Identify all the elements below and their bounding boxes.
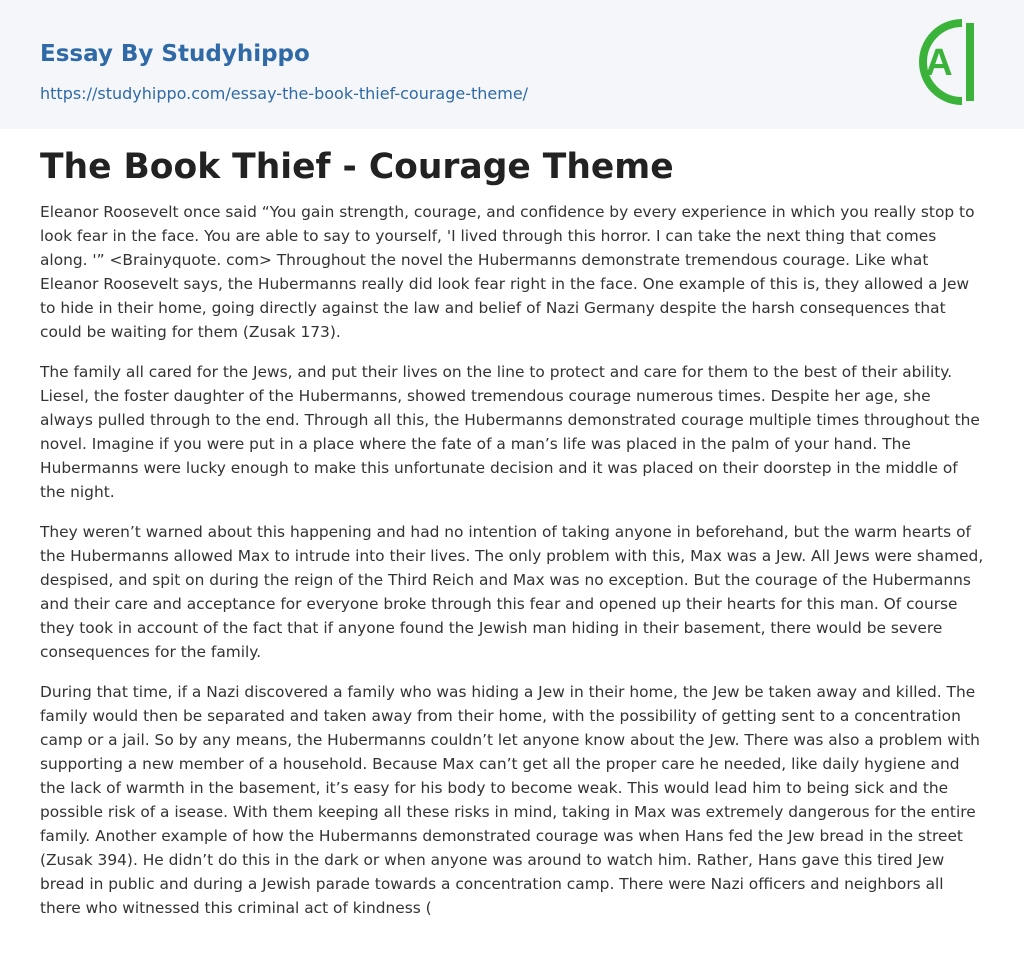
essay-title: The Book Thief - Courage Theme <box>40 147 674 187</box>
site-brand[interactable]: Essay By Studyhippo <box>40 41 310 67</box>
site-header <box>0 0 1024 129</box>
essay-paragraph: The family all cared for the Jews, and put their lives on the line to protect and care for them to the best of their ability. Liesel, the foster daughter of the Hubermanns, showed tremendous courage numerous times. Despite her age, she always pulled through to the end. Through all this, the Hubermanns demonstrated courage multiple times throughout the novel. Imagine if you were put in a place where the fate of a man’s life was placed in the palm of your hand. The Hubermanns were lucky enough to make this unfortunate decision and it was placed on their doorstep in the middle of the night. <box>40 363 980 501</box>
essay-content <box>40 144 984 936</box>
letter-a-circle-logo[interactable] <box>912 19 986 105</box>
logo-letter: A <box>925 42 953 84</box>
essay-paragraph: During that time, if a Nazi discovered a family who was hiding a Jew in their home, the Jew be taken away and killed. The family would then be separated and taken away from their home, with the possibility of getting sent to a concentration camp or a jail. So by any means, the Hubermanns couldn’t let anyone know about the Jew. There was also a problem with supporting a new member of a household. Because Max can’t get all the proper care he needed, like daily hygiene and the lack of warmth in the basement, it’s easy for his body to become weak. This would lead him to being sick and the possible risk of a isease. With them keeping all these risks in mind, taking in Max was extremely dangerous for the entire family. Another example of how the Hubermanns demonstrated courage was when Hans fed the Jew bread in the street (Zusak 394). He didn’t do this in the dark or when anyone was around to watch him. Rather, Hans gave this tired Jew bread in public and during a Jewish parade towards a concentration camp. There were Nazi officers and neighbors all there who witnessed this criminal act of kindness ( <box>40 683 980 917</box>
essay-paragraph: Eleanor Roosevelt once said “You gain strength, courage, and confidence by every experience in which you really stop to look fear in the face. You are able to say to yourself, 'I lived through this horror. I can take the next thing that comes along. '” <Brainyquote. com> Throughout the novel the Hubermanns demonstrate tremendous courage. Like what Eleanor Roosevelt says, the Hubermanns really did look fear right in the face. One example of this is, they allowed a Jew to hide in their home, going directly against the law and belief of Nazi Germany despite the harsh consequences that could be waiting for them (Zusak 173). <box>40 203 975 341</box>
essay-url-link[interactable]: https://studyhippo.com/essay-the-book-thief-courage-theme/ <box>40 84 529 103</box>
essay-paragraph: They weren’t warned about this happening and had no intention of taking anyone in beforehand, but the warm hearts of the Hubermanns allowed Max to intrude into their lives. The only problem with this, Max was a Jew. All Jews were shamed, despised, and spit on during the reign of the Third Reich and Max was no exception. But the courage of the Hubermanns and their care and acceptance for everyone broke through this fear and opened up their hearts for this man. Of course they took in account of the fact that if anyone found the Jewish man hiding in their basement, there would be severe consequences for the family. <box>40 523 984 661</box>
